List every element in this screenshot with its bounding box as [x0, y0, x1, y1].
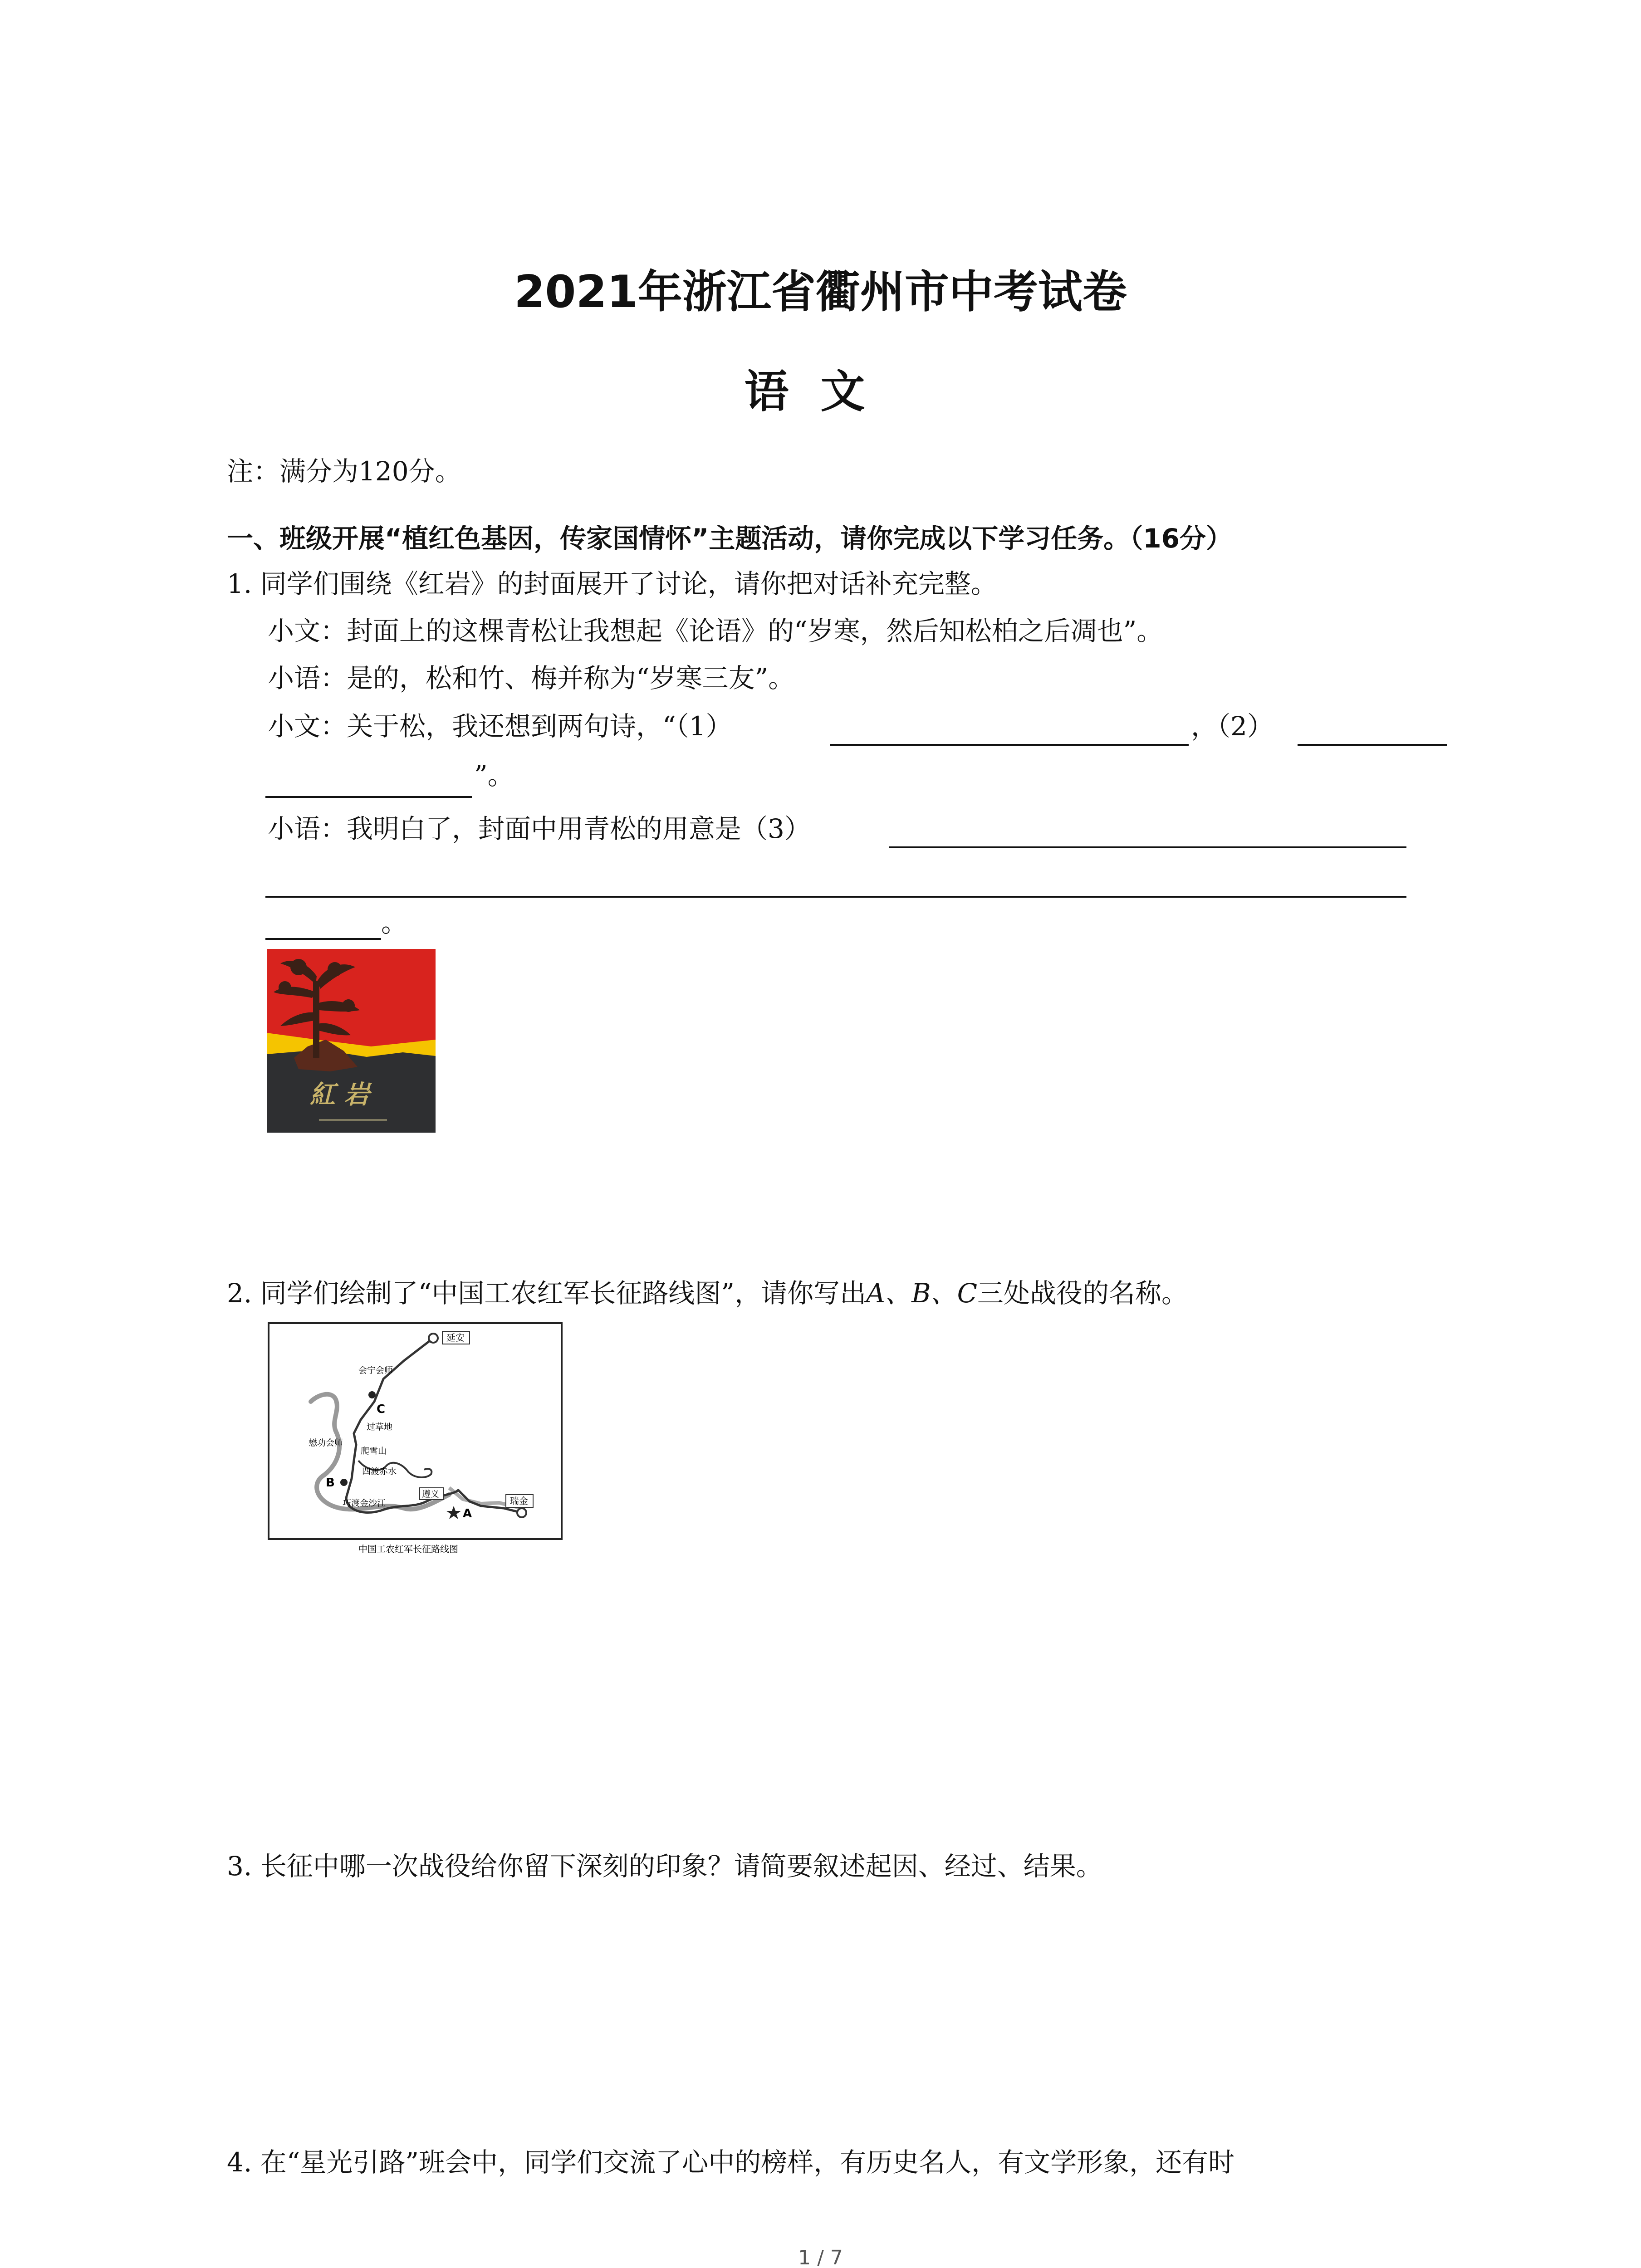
yanan-marker	[429, 1334, 438, 1343]
b-marker	[340, 1479, 348, 1486]
answer-blank-2[interactable]	[1298, 744, 1447, 746]
c-marker	[368, 1391, 376, 1398]
cover-title-text: 紅 岩	[310, 1080, 370, 1110]
section-heading: 一、班级开展“植红色基因，传家国情怀”主题活动，请你完成以下学习任务。（16分）	[227, 523, 1232, 554]
cover-publisher-line	[319, 1119, 387, 1121]
answer-blank-3-continued[interactable]	[265, 896, 1406, 898]
q1-stem: 1. 同学们围绕《红岩》的封面展开了讨论，请你把对话补充完整。	[227, 568, 997, 599]
q1-dialog-line: ”。	[474, 760, 514, 791]
answer-blank-3[interactable]	[889, 846, 1406, 848]
long-march-route-map	[268, 1322, 563, 1557]
q4-stem: 4. 在“星光引路”班会中，同学们交流了心中的榜样，有历史名人，有文学形象，还有时	[227, 2147, 1235, 2178]
label-ruijin: 瑞金	[510, 1496, 528, 1506]
ruijin-marker	[517, 1508, 526, 1517]
label-zunyi: 遵义	[422, 1489, 440, 1499]
label-huining: 会宁会师	[358, 1365, 393, 1375]
q1-dialog-line: 小文：封面上的这棵青松让我想起《论语》的“岁寒，然后知松柏之后凋也”。	[268, 616, 1163, 646]
page-number: 1 / 7	[798, 2246, 843, 2268]
map-caption: 中国工农红军长征路线图	[358, 1544, 458, 1554]
q1-dialog-line: 小语：是的，松和竹、梅并称为“岁寒三友”。	[268, 663, 795, 694]
answer-blank-1[interactable]	[830, 744, 1189, 746]
label-yanan: 延安	[446, 1332, 465, 1343]
label-caodi: 过草地	[367, 1422, 393, 1432]
q1-dialog-line: 小文：关于松，我还想到两句诗，“（1）	[268, 711, 732, 742]
label-xueshan: 爬雪山	[361, 1446, 387, 1456]
label-chishui: 四渡赤水	[362, 1466, 397, 1476]
answer-blank-3-end[interactable]	[265, 938, 381, 940]
label-c: C	[377, 1403, 386, 1416]
q2-stem: 2. 同学们绘制了“中国工农红军长征路线图”，请你写出A、B、C三处战役的名称。	[227, 1278, 1188, 1309]
red-crag-cover-image	[267, 949, 436, 1133]
label-maogong: 懋功会师	[309, 1438, 343, 1448]
q1-dialog-line: 小语：我明白了，封面中用青松的用意是（3）	[268, 813, 811, 844]
label-jinshajiang: 巧渡金沙江	[343, 1498, 386, 1508]
q1-dialog-line: ，（2）	[1191, 711, 1274, 742]
subject-title: 语文	[744, 366, 897, 418]
score-note: 注：满分为120分。	[227, 456, 461, 487]
answer-blank-2-continued[interactable]	[265, 796, 472, 798]
q1-dialog-line: 。	[381, 907, 408, 938]
q3-stem: 3. 长征中哪一次战役给你留下深刻的印象？请简要叙述起因、经过、结果。	[227, 1851, 1102, 1882]
page-title: 2021年浙江省衢州市中考试卷	[514, 266, 1127, 318]
label-b: B	[326, 1476, 335, 1490]
label-a: A	[463, 1507, 472, 1520]
